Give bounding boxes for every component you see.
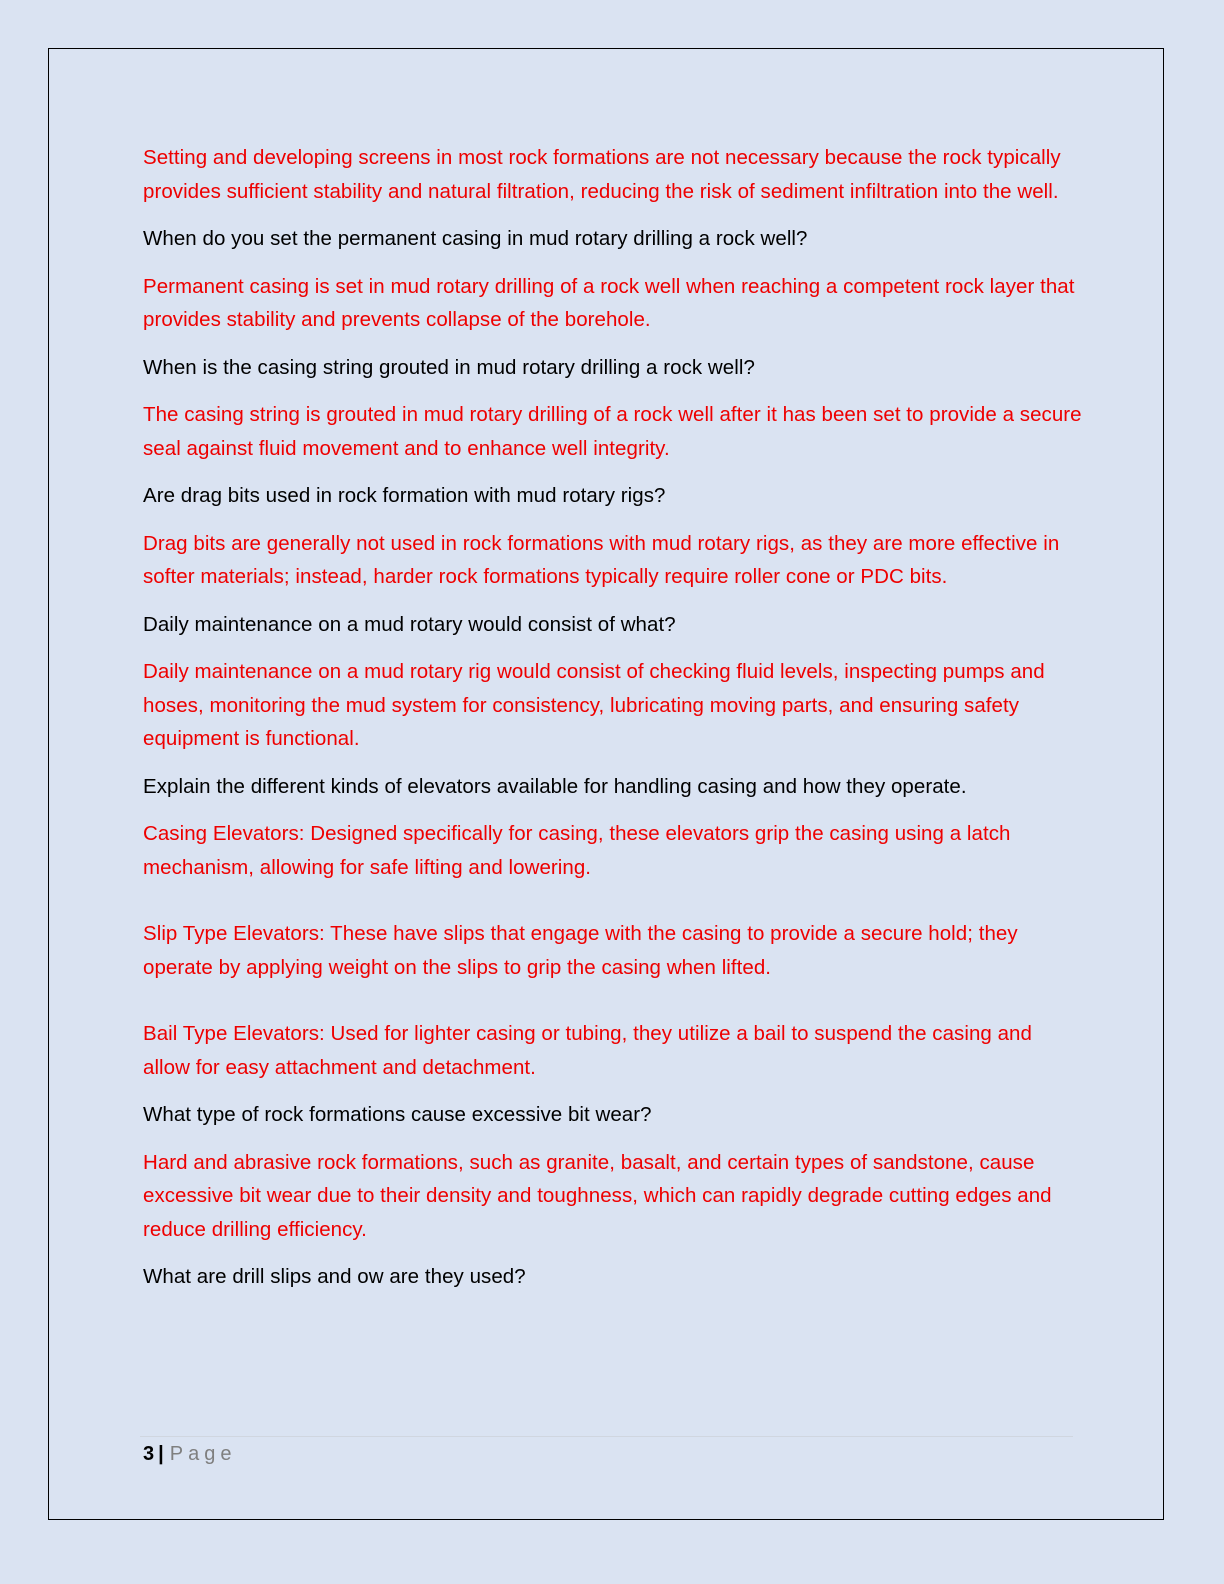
- question-paragraph: What are drill slips and ow are they used?: [143, 1265, 526, 1288]
- answer-paragraph: Permanent casing is set in mud rotary drilling of a rock well when reaching a competent rock layer that provides stability and prevents collapse of the borehole.: [143, 274, 1075, 331]
- footer-separator: |: [158, 1443, 164, 1465]
- page-label: Page: [169, 1443, 237, 1465]
- question-paragraph: When is the casing string grouted in mud rotary drilling a rock well?: [143, 355, 755, 379]
- question-paragraph: What type of rock formations cause excessive bit wear?: [143, 1103, 652, 1126]
- question-paragraph: Explain the different kinds of elevators available for handling casing and how they operate.: [143, 774, 967, 798]
- footer-divider: [140, 1436, 1073, 1437]
- answer-paragraph-bail-type-elevators: Bail Type Elevators: Used for lighter casing or tubing, they utilize a bail to suspend the casing and allow for easy attachment and detachment.: [143, 1022, 1032, 1079]
- document-body: [143, 141, 1083, 1308]
- answer-paragraph: Daily maintenance on a mud rotary rig would consist of checking fluid levels, inspecting pumps and hoses, monitoring the mud system for consistency, lubricating moving parts, and ensuring safety equipment is functional.: [143, 660, 1045, 750]
- answer-paragraph: Hard and abrasive rock formations, such as granite, basalt, and certain types of sandstone, cause excessive bit wear due to their density and toughness, which can rapidly degrade cutting edges and reduce drilling efficiency.: [143, 1150, 1052, 1241]
- answer-paragraph: Drag bits are generally not used in rock formations with mud rotary rigs, as they are more effective in softer materials; instead, harder rock formations typically require roller cone or PDC bits.: [143, 531, 1060, 588]
- answer-paragraph: The casing string is grouted in mud rotary drilling of a rock well after it has been set to provide a secure seal against fluid movement and to enhance well integrity.: [143, 403, 1082, 460]
- answer-paragraph-casing-elevators: Casing Elevators: Designed specifically for casing, these elevators grip the casing using a latch mechanism, allowing for safe lifting and lowering.: [143, 822, 1011, 879]
- question-paragraph: Are drag bits used in rock formation with mud rotary rigs?: [143, 484, 666, 507]
- question-paragraph: When do you set the permanent casing in mud rotary drilling a rock well?: [143, 227, 808, 250]
- answer-paragraph-slip-type-elevators: Slip Type Elevators: These have slips that engage with the casing to provide a secure hold; they operate by applying weight on the slips to grip the casing when lifted.: [143, 922, 1018, 979]
- question-paragraph: Daily maintenance on a mud rotary would consist of what?: [143, 612, 676, 636]
- answer-paragraph: Setting and developing screens in most rock formations are not necessary because the rock typically provides sufficient stability and natural filtration, reducing the risk of sediment infiltration into the well.: [143, 146, 1061, 203]
- page-footer: [143, 1440, 236, 1468]
- page-number: 3: [143, 1443, 155, 1465]
